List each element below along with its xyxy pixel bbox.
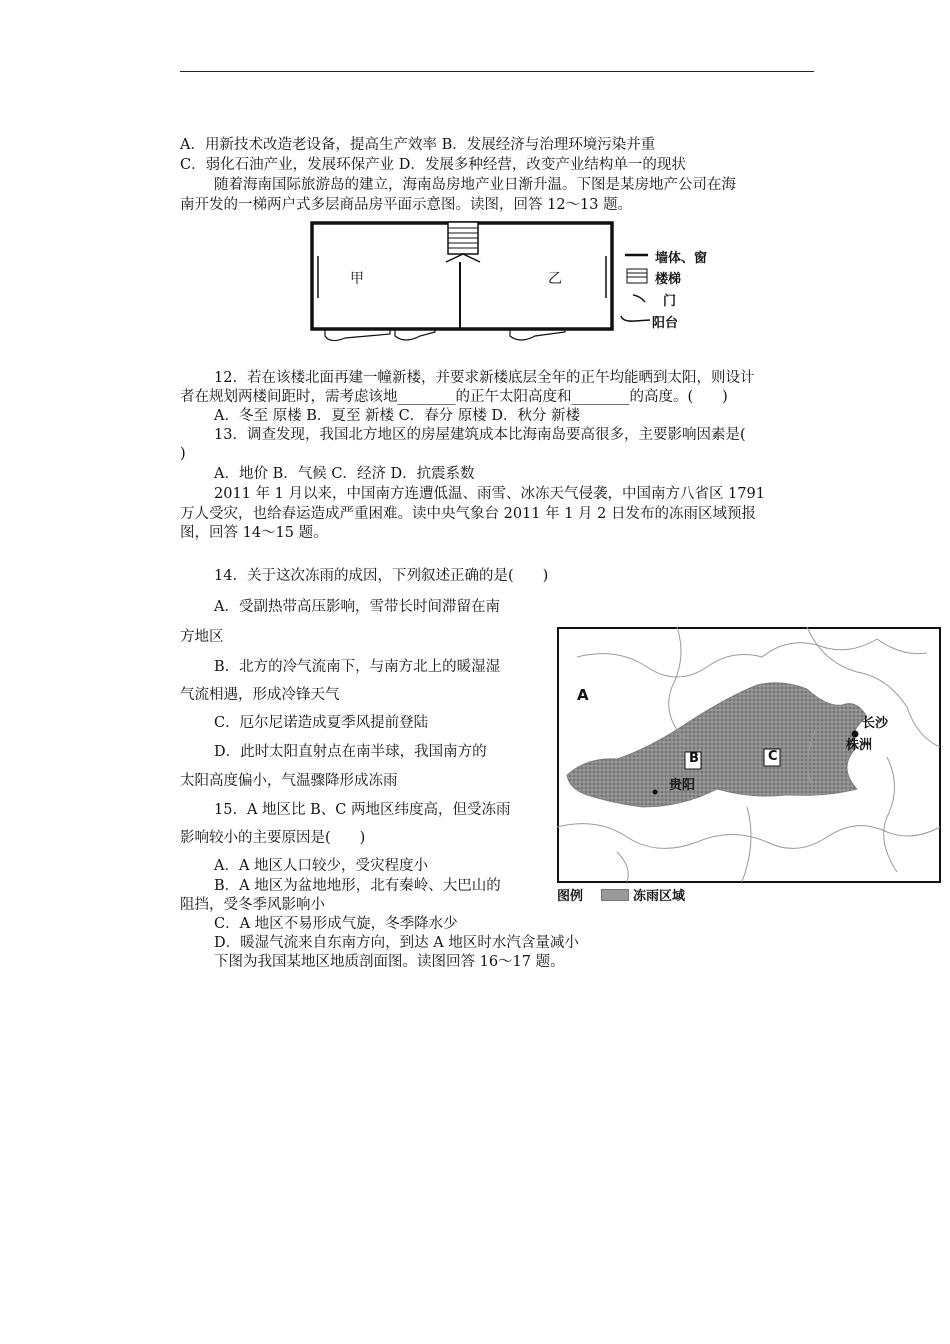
legend-balcony: 阳台 xyxy=(652,316,679,331)
legend-wall-window: 墙体、窗 xyxy=(655,251,708,266)
entrance-door xyxy=(446,254,480,262)
question-13-line: 13．调查发现，我国北方地区的房屋建筑成本比海南岛要高很多，主要影响因素是( xyxy=(214,427,746,443)
city-label-zhuzhou: 株洲 xyxy=(846,738,873,753)
question-12-options: A．冬至 原楼 B．夏至 新楼 C．春分 原楼 D．秋分 新楼 xyxy=(214,408,581,424)
map-label-a: A xyxy=(577,686,589,704)
question-15-line: 15．A 地区比 B、C 两地区纬度高，但受冻雨 xyxy=(214,802,511,818)
room-label-yi: 乙 xyxy=(548,271,562,287)
question-13-line: ) xyxy=(180,446,186,462)
floor-plan-legend xyxy=(621,255,650,321)
map-legend-swatch xyxy=(601,889,629,901)
intro-paragraph-line: 随着海南国际旅游岛的建立，海南岛房地产业日渐升温。下图是某房地产公司在海 xyxy=(214,177,736,193)
question-14-option: 气流相遇，形成冷锋天气 xyxy=(180,687,340,703)
intro-paragraph-line: 万人受灾，也给春运造成严重困难。读中央气象台 2011 年 1 月 2 日发布的冻雨区域预报 xyxy=(180,506,757,522)
question-13-options: A．地价 B．气候 C．经济 D．抗震系数 xyxy=(214,466,475,482)
intro-paragraph-line: 2011 年 1 月以来，中国南方连遭低温、雨雪、冰冻天气侵袭，中国南方八省区 1791 xyxy=(214,486,765,502)
question-15-option: D．暖湿气流来自东南方向，到达 A 地区时水汽含量减小 xyxy=(214,935,579,951)
question-14-option: A．受副热带高压影响，雪带长时间滞留在南 xyxy=(214,599,500,615)
question-14-option: 方地区 xyxy=(180,629,224,645)
guiyang-dot xyxy=(653,790,658,795)
map-legend-title: 图例 xyxy=(557,889,584,904)
intro-paragraph-line: 南开发的一梯两户式多层商品房平面示意图。读图，回答 12～13 题。 xyxy=(180,197,633,213)
city-label-changsha: 长沙 xyxy=(862,716,889,731)
option-line-a-b: A．用新技术改造老设备，提高生产效率 B．发展经济与治理环境污染并重 xyxy=(180,137,656,153)
map-label-b: B xyxy=(689,751,699,766)
question-12-line: 12．若在该楼北面再建一幢新楼，并要求新楼底层全年的正午均能晒到太阳，则设计 xyxy=(214,370,755,386)
option-line-c-d: C．弱化石油产业，发展环保产业 D．发展多种经营，改变产业结构单一的现状 xyxy=(180,157,686,173)
question-14-line: 14．关于这次冻雨的成因，下列叙述正确的是( ) xyxy=(214,568,549,584)
question-15-option: 阻挡，受冬季风影响小 xyxy=(180,897,325,913)
legend-door: 门 xyxy=(663,294,677,309)
room-label-jia: 甲 xyxy=(350,271,364,287)
intro-paragraph-line: 下图为我国某地区地质剖面图。读图回答 16～17 题。 xyxy=(214,954,565,970)
question-14-option: D．此时太阳直射点在南半球，我国南方的 xyxy=(214,744,487,760)
question-15-option: C．A 地区不易形成气旋，冬季降水少 xyxy=(214,916,458,932)
legend-stairs: 楼梯 xyxy=(655,272,682,287)
map-legend-label: 冻雨区域 xyxy=(633,889,686,904)
city-label-guiyang: 贵阳 xyxy=(669,778,696,793)
stairwell xyxy=(448,222,478,254)
question-14-option: 太阳高度偏小，气温骤降形成冻雨 xyxy=(180,773,398,789)
question-15-option: A．A 地区人口较少，受灾程度小 xyxy=(214,858,429,874)
header-rule xyxy=(180,71,814,72)
intro-paragraph-line: 图，回答 14～15 题。 xyxy=(180,525,328,541)
freezing-rain-map xyxy=(557,627,941,883)
question-14-option: B．北方的冷气流南下，与南方北上的暖湿湿 xyxy=(214,659,501,675)
question-14-option: C．厄尔尼诺造成夏季风提前登陆 xyxy=(214,715,429,731)
map-label-c: C xyxy=(768,749,778,764)
question-12-line: 者在规划两楼间距时，需考虑该地________的正午太阳高度和________的高度。( ) xyxy=(180,389,728,405)
question-15-line: 影响较小的主要原因是( ) xyxy=(180,830,366,846)
question-15-option: B．A 地区为盆地地形，北有秦岭、大巴山的 xyxy=(214,878,501,894)
